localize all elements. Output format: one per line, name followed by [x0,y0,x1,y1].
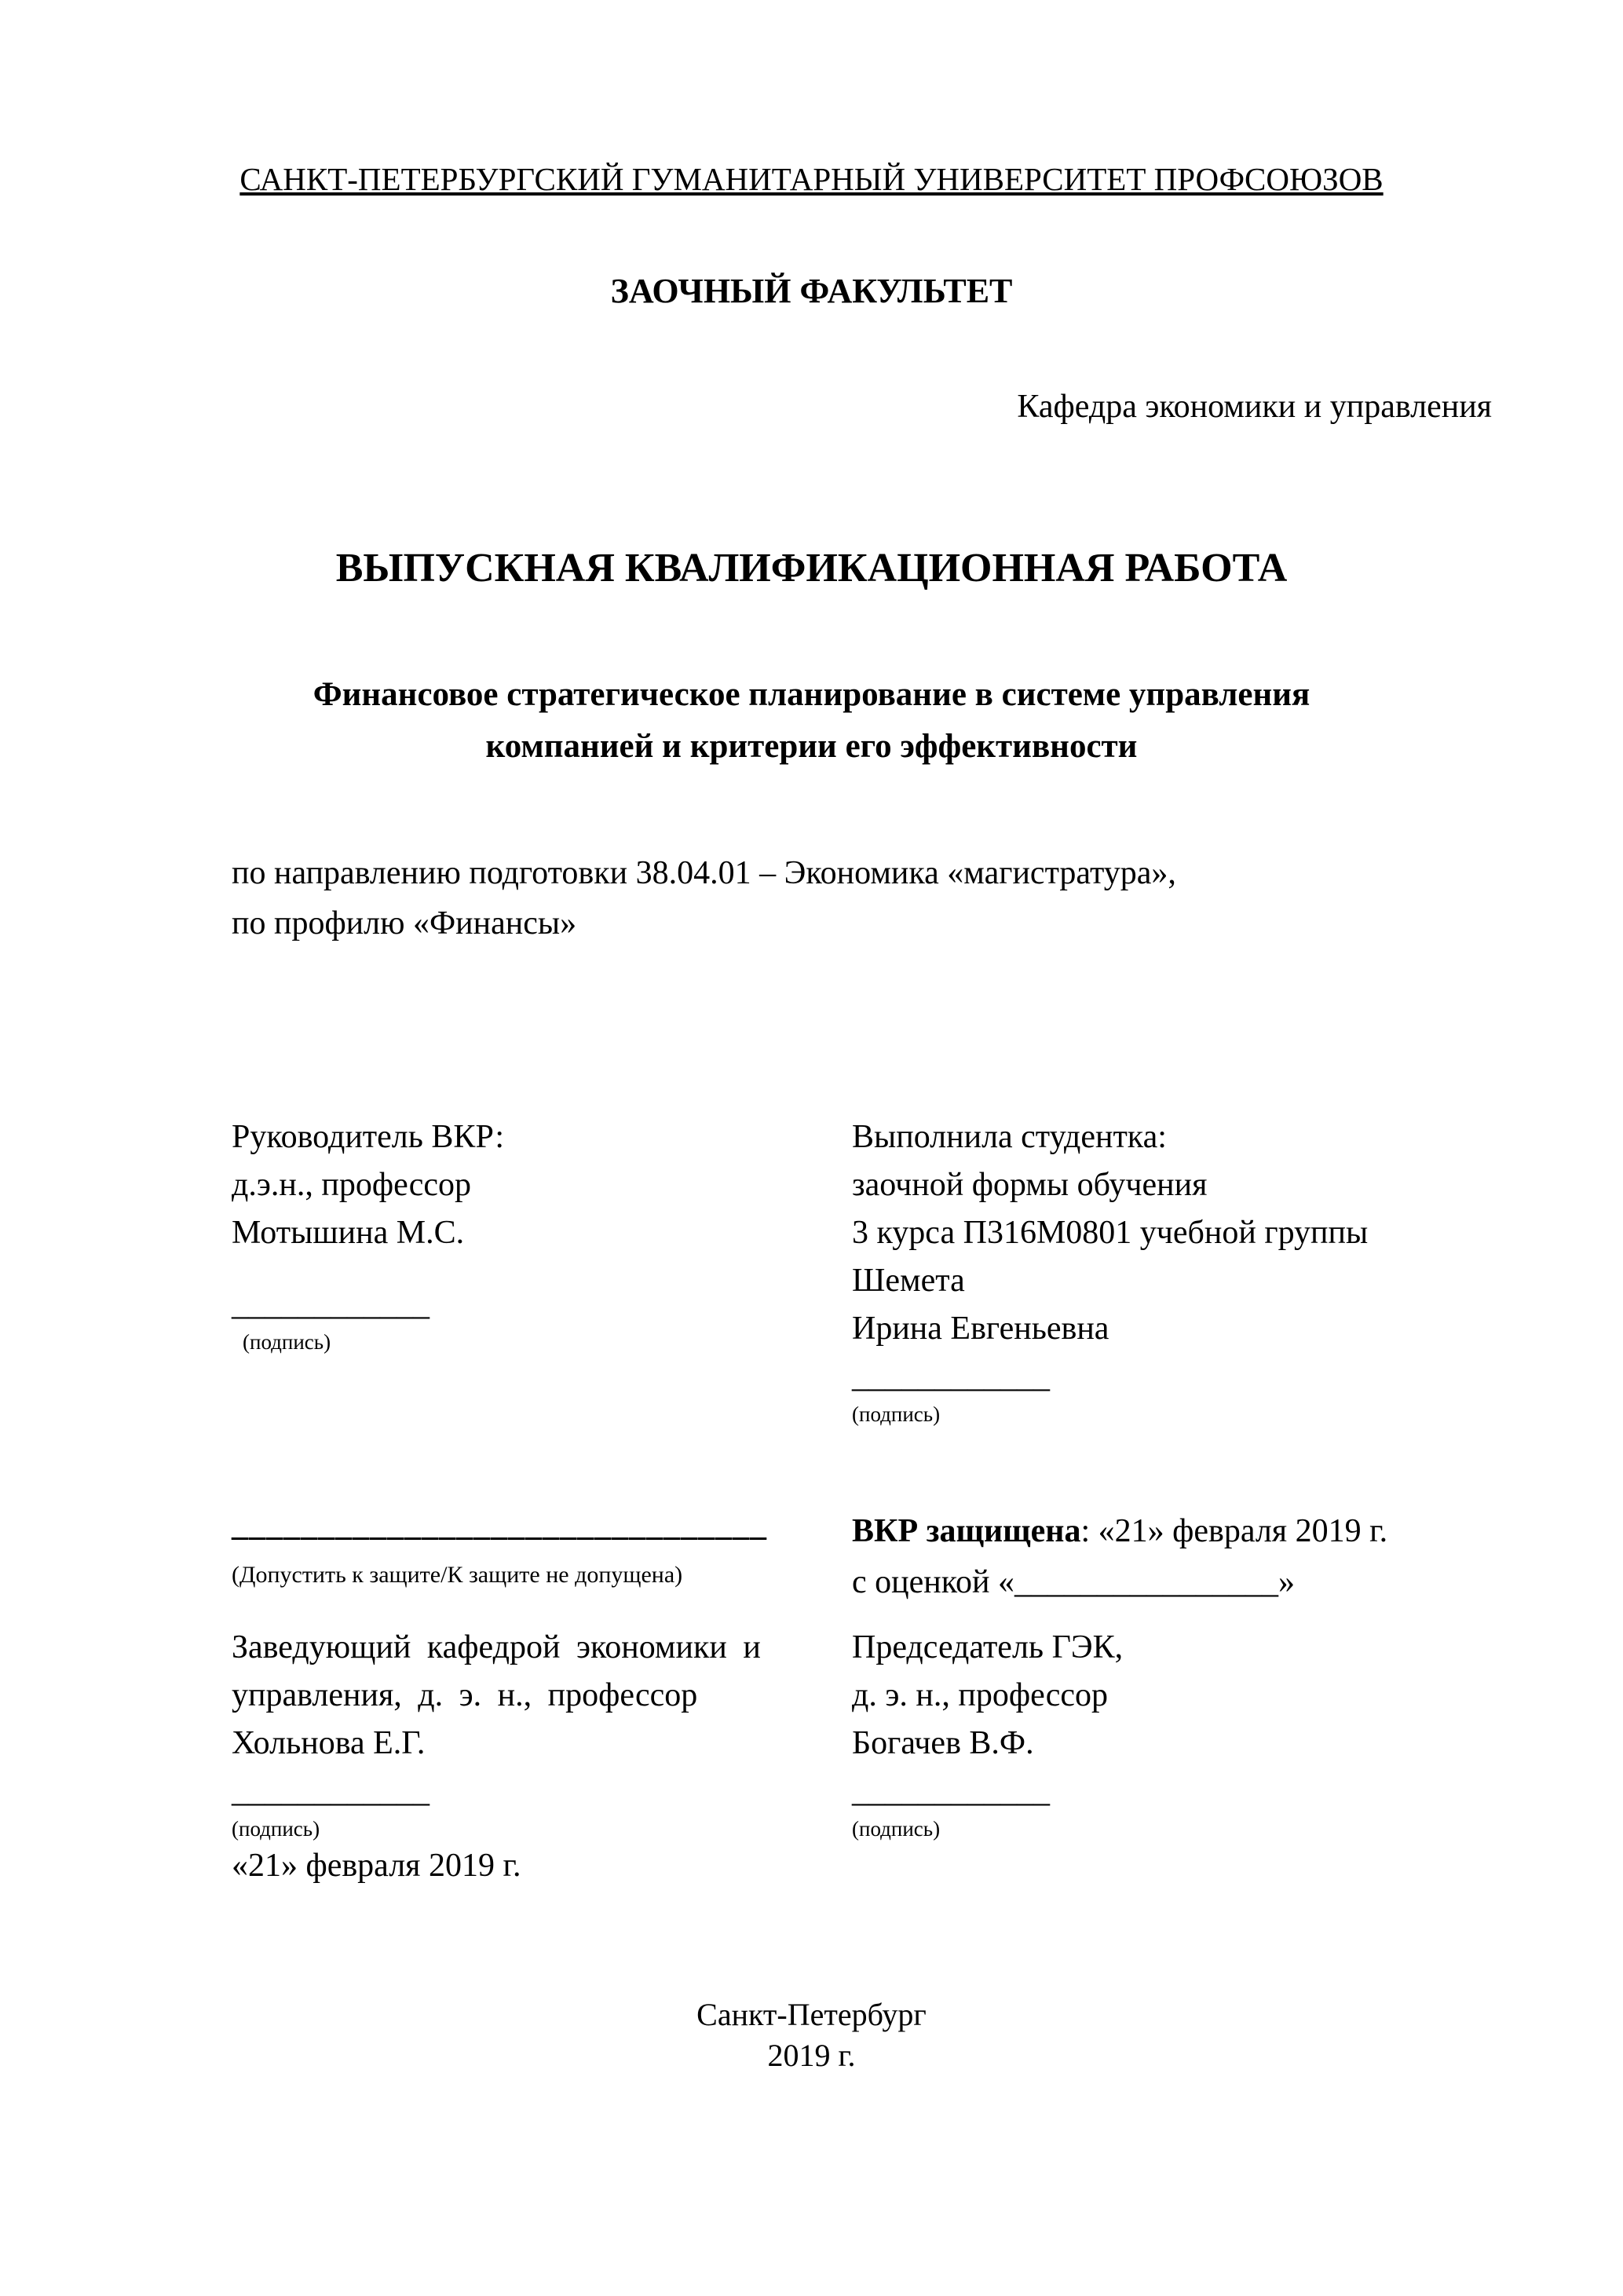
footer-block [0,1994,1623,2076]
chairman-block [852,1624,1504,1842]
student-group: 3 курса П316М0801 учебной группы [852,1215,1369,1251]
defense-date: : «21» февраля 2019 г. [1080,1513,1388,1549]
student-signature-caption: (подпись) [852,1402,941,1426]
supervisor-role: Руководитель ВКР: [232,1119,505,1155]
supervisor-name: Мотышина М.С. [232,1215,465,1251]
department-name: Кафедра экономики и управления [1017,389,1492,425]
admission-caption: (Допустить к защите/К защите не допущена) [232,1562,683,1588]
admission-block [232,1501,813,1590]
admission-line: _______________________________ [232,1507,767,1543]
head-title-line1: Заведующий кафедрой экономики и [232,1629,761,1665]
head-title-line2: управления, д. э. н., профессор [232,1677,698,1713]
student-performed: Выполнила студентка: [852,1119,1167,1155]
chairman-name: Богачев В.Ф. [852,1725,1034,1761]
student-signature-line: ____________ [852,1358,1050,1395]
footer-city: Санкт-Петербург [696,1997,927,2032]
program-info [232,848,1176,949]
chairman-signature-caption: (подпись) [852,1817,941,1841]
department-head-block [232,1624,813,1890]
defense-date-line [852,1506,1504,1557]
chairman-title: Председатель ГЭК, [852,1629,1124,1665]
footer-year: 2019 г. [767,2038,856,2073]
chairman-degree: д. э. н., профессор [852,1677,1109,1713]
head-name: Хольнова Е.Г. [232,1725,426,1761]
supervisor-signature-caption: (подпись) [243,1330,331,1354]
thesis-title-line2: компанией и критерии его эффективности [485,728,1138,765]
student-block [852,1113,1504,1428]
defense-grade-line: с оценкой «________________» [852,1564,1295,1600]
faculty-name: ЗАОЧНЫЙ ФАКУЛЬТЕТ [610,272,1013,310]
thesis-title-line1: Финансовое стратегическое планирование в системе управления [313,676,1310,713]
university-name: САНКТ-ПЕТЕРБУРГСКИЙ ГУМАНИТАРНЫЙ УНИВЕРСИТЕТ ПРОФСОЮЗОВ [239,161,1384,197]
student-surname: Шемета [852,1263,965,1299]
student-name: Ирина Евгеньевна [852,1311,1109,1347]
student-form: заочной формы обучения [852,1167,1208,1203]
chairman-signature-line: ____________ [852,1773,1050,1809]
program-profile: по профилю «Финансы» [232,905,577,941]
supervisor-degree: д.э.н., профессор [232,1167,472,1203]
head-signature-line: ____________ [232,1773,430,1809]
head-signature-caption: (подпись) [232,1817,320,1841]
defense-block [852,1506,1504,1608]
head-date: «21» февраля 2019 г. [232,1848,521,1884]
thesis-title [0,669,1623,773]
supervisor-signature-line: ____________ [232,1286,430,1322]
supervisor-block [232,1113,813,1355]
program-direction: по направлению подготовки 38.04.01 – Экономика «магистратура», [232,855,1176,891]
work-type-heading: ВЫПУСКНАЯ КВАЛИФИКАЦИОННАЯ РАБОТА [335,546,1288,590]
defense-label: ВКР защищена [852,1513,1081,1549]
